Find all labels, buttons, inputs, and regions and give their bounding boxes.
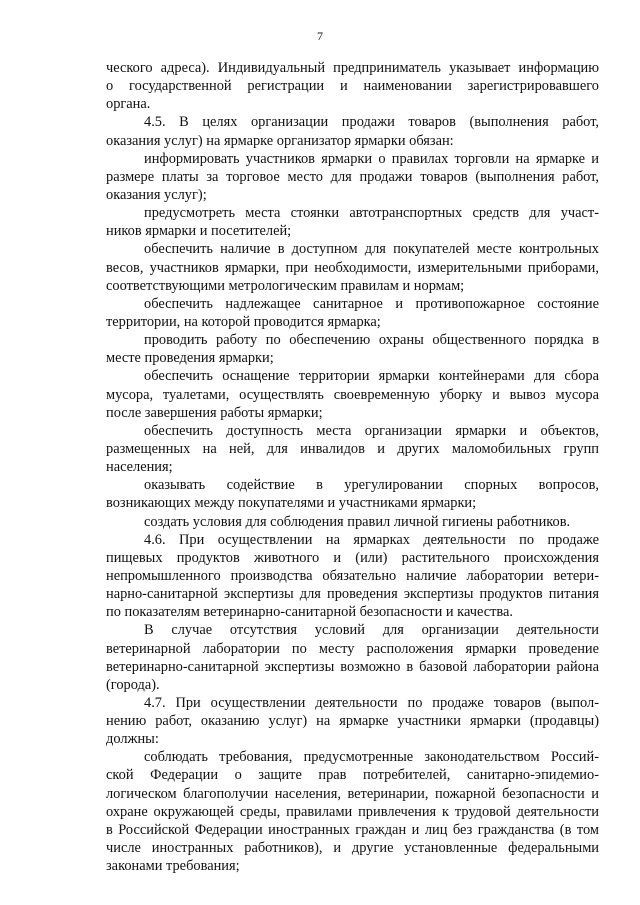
text-line: нарно-санитарной экспертизы для проведения экспертизы продуктов питания: [106, 586, 599, 603]
text-line: числе иностранных работников), и другие установленные федеральными: [106, 840, 599, 857]
text-line: В случае отсутствия условий для организации деятельности: [144, 622, 599, 639]
paragraph: [106, 113, 599, 149]
text-line: размере платы за торговое место для продажи товаров (выполнения работ,: [106, 168, 599, 185]
text-line: размещенных на ней, для инвалидов и других маломобильных групп: [106, 440, 599, 457]
text-line: территории, на которой проводится ярмарка;: [106, 313, 381, 330]
text-line: мусора, туалетами, осуществлять своевременную уборку и вывоз мусора: [106, 386, 599, 403]
text-line: информировать участников ярмарки о правилах торговли на ярмарке и: [144, 150, 599, 167]
paragraph: [106, 476, 599, 512]
paragraph: [106, 422, 599, 476]
text-line: обеспечить наличие в доступном для покупателей месте контрольных: [144, 241, 599, 258]
text-line: пищевых продуктов животного и (или) растительного происхождения: [106, 549, 599, 566]
paragraph: [106, 150, 599, 204]
text-line: обеспечить надлежащее санитарное и противопожарное состояние: [144, 295, 599, 312]
text-line: населения;: [106, 459, 173, 476]
text-line: после завершения работы ярмарки;: [106, 404, 323, 421]
text-line: обеспечить доступность места организации ярмарки и объектов,: [144, 422, 599, 439]
document-body: [106, 59, 599, 875]
text-line: ской Федерации о защите прав потребителей, санитарно-эпидемио-: [106, 767, 599, 784]
text-line: о государственной регистрации и наименовании зарегистрировавшего: [106, 78, 599, 95]
text-line: создать условия для соблюдения правил личной гигиены работников.: [144, 513, 571, 530]
paragraph: [106, 295, 599, 331]
text-line: предусмотреть места стоянки автотранспортных средств для участ-: [144, 205, 599, 222]
text-line: по показателям ветеринарно-санитарной безопасности и качества.: [106, 604, 513, 621]
text-line: оказывать содействие в урегулировании спорных вопросов,: [144, 477, 599, 494]
paragraph: [106, 513, 599, 531]
text-line: органа.: [106, 96, 151, 113]
text-line: 4.7. При осуществлении деятельности по продаже товаров (выпол-: [144, 694, 599, 711]
text-line: ческого адреса). Индивидуальный предприниматель указывает информацию: [106, 60, 599, 76]
page-number: 7: [317, 29, 323, 43]
paragraph: [106, 531, 599, 622]
text-line: возникающих между покупателями и участниками ярмарки;: [106, 495, 477, 512]
paragraph: [106, 59, 599, 113]
text-line: 4.6. При осуществлении на ярмарках деятельности по продаже: [144, 531, 599, 548]
text-line: ветеринарной лаборатории по месту расположения ярмарки проведение: [106, 640, 599, 657]
paragraph: [106, 240, 599, 294]
text-line: (города).: [106, 676, 160, 693]
paragraph: [106, 367, 599, 421]
text-line: в Российской Федерации иностранных граждан и лиц без гражданства (в том: [106, 821, 599, 838]
text-line: месте проведения ярмарки;: [106, 350, 274, 367]
paragraph: [106, 204, 599, 240]
text-line: законами требования;: [106, 858, 240, 875]
text-line: весов, участников ярмарки, при необходимости, измерительными приборами,: [106, 259, 599, 276]
text-line: ветеринарно-санитарной экспертизы возможно в базовой лаборатории района: [106, 658, 599, 675]
paragraph: [106, 331, 599, 367]
text-line: логическом благополучии населения, ветеринарии, пожарной безопасности и: [106, 785, 599, 802]
paragraph: [106, 694, 599, 748]
text-line: соблюдать требования, предусмотренные законодательством Россий-: [144, 749, 599, 766]
text-line: 4.5. В целях организации продажи товаров (выполнения работ,: [144, 114, 599, 131]
text-line: охране окружающей среды, правилами привлечения к трудовой деятельности: [106, 803, 599, 820]
text-line: оказания услуг);: [106, 186, 207, 203]
text-line: ников ярмарки и посетителей;: [106, 223, 292, 240]
text-line: обеспечить оснащение территории ярмарки контейнерами для сбора: [144, 368, 599, 385]
paragraph: [106, 748, 599, 875]
text-line: нению работ, оказанию услуг) на ярмарке участники ярмарки (продавцы): [106, 713, 599, 730]
text-line: непромышленного производства обязательно наличие лаборатории ветери-: [106, 567, 599, 584]
text-line: должны:: [106, 731, 159, 748]
paragraph: [106, 621, 599, 694]
text-line: проводить работу по обеспечению охраны общественного порядка в: [144, 332, 599, 349]
text-line: соответствующими метрологическим правилам и нормам;: [106, 277, 465, 294]
text-line: оказания услуг) на ярмарке организатор ярмарки обязан:: [106, 132, 454, 149]
